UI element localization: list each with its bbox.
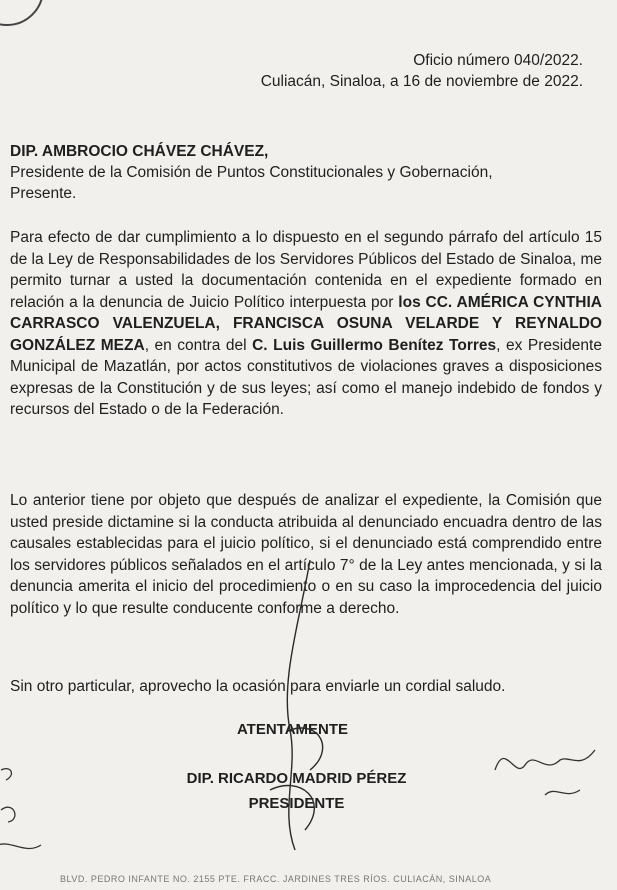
place-date: Culiacán, Sinaloa, a 16 de noviembre de 2022. [260, 73, 583, 90]
p1-text-e: , ex Presidente Municipal de Mazatlán, por actos constitutivos de violaciones graves a disposiciones expresas de la Constitución y de sus leyes; así como el manejo indebido de fondos y recursos del Estado o de la Federación. [10, 336, 602, 418]
paragraph-3: Sin otro particular, aprovecho la ocasión para enviarle un cordial saludo. [10, 678, 506, 695]
paragraph-1 [10, 227, 602, 421]
p1-accused: C. Luis Guillermo Benítez Torres [252, 336, 497, 354]
p1-complainants: los CC. AMÉRICA CYNTHIA CARRASCO VALENZUELA, FRANCISCA OSUNA VELARDE Y REYNALDO GONZÁLEZ MEZA [10, 293, 602, 354]
footer-address: BLVD. PEDRO INFANTE NO. 2155 PTE. FRACC. JARDINES TRES RÍOS. CULIACÁN, SINALOA [60, 874, 492, 884]
addressee-name: DIP. AMBROCIO CHÁVEZ CHÁVEZ, [10, 143, 269, 160]
left-margin-handwriting [0, 760, 56, 870]
handwritten-signature [240, 560, 360, 860]
margin-handwriting [485, 730, 615, 810]
signer-name: DIP. RICARDO MADRID PÉREZ [186, 770, 407, 787]
p1-text-c: , en contra del [144, 336, 253, 354]
p1-text-a: Para efecto de dar cumplimiento a lo dispuesto en el segundo párrafo del artículo 15 de la Ley de Responsabilidades de los Servidores Públicos del Estado de Sinaloa, me permito turnar a usted la documentación contenida en el expediente formado en relación a la denuncia de Juicio Político interpuesta por [10, 229, 602, 311]
closing-atentamente: ATENTAMENTE [236, 721, 349, 738]
document-header [261, 50, 583, 92]
addressee-block [10, 141, 610, 204]
addressee-presente: Presente. [10, 185, 77, 202]
oficio-number: Oficio número 040/2022. [413, 52, 583, 69]
official-seal [0, 0, 44, 26]
signer-role: PRESIDENTE [248, 795, 345, 812]
paragraph-2: Lo anterior tiene por objeto que después de analizar el expediente, la Comisión que usted preside dictamine si la conducta atribuida al denunciado encuadra dentro de las causales establecidas para el juicio político, si el denunciado está comprendido entre los servidores públicos señalados en el artículo 7° de la Ley antes mencionada, y si la denuncia amerita el inicio del procedimiento o en su caso la improcedencia del juicio político y lo que resulte conducente conforme a derecho. [10, 492, 602, 617]
addressee-position: Presidente de la Comisión de Puntos Constitucionales y Gobernación, [10, 164, 493, 181]
